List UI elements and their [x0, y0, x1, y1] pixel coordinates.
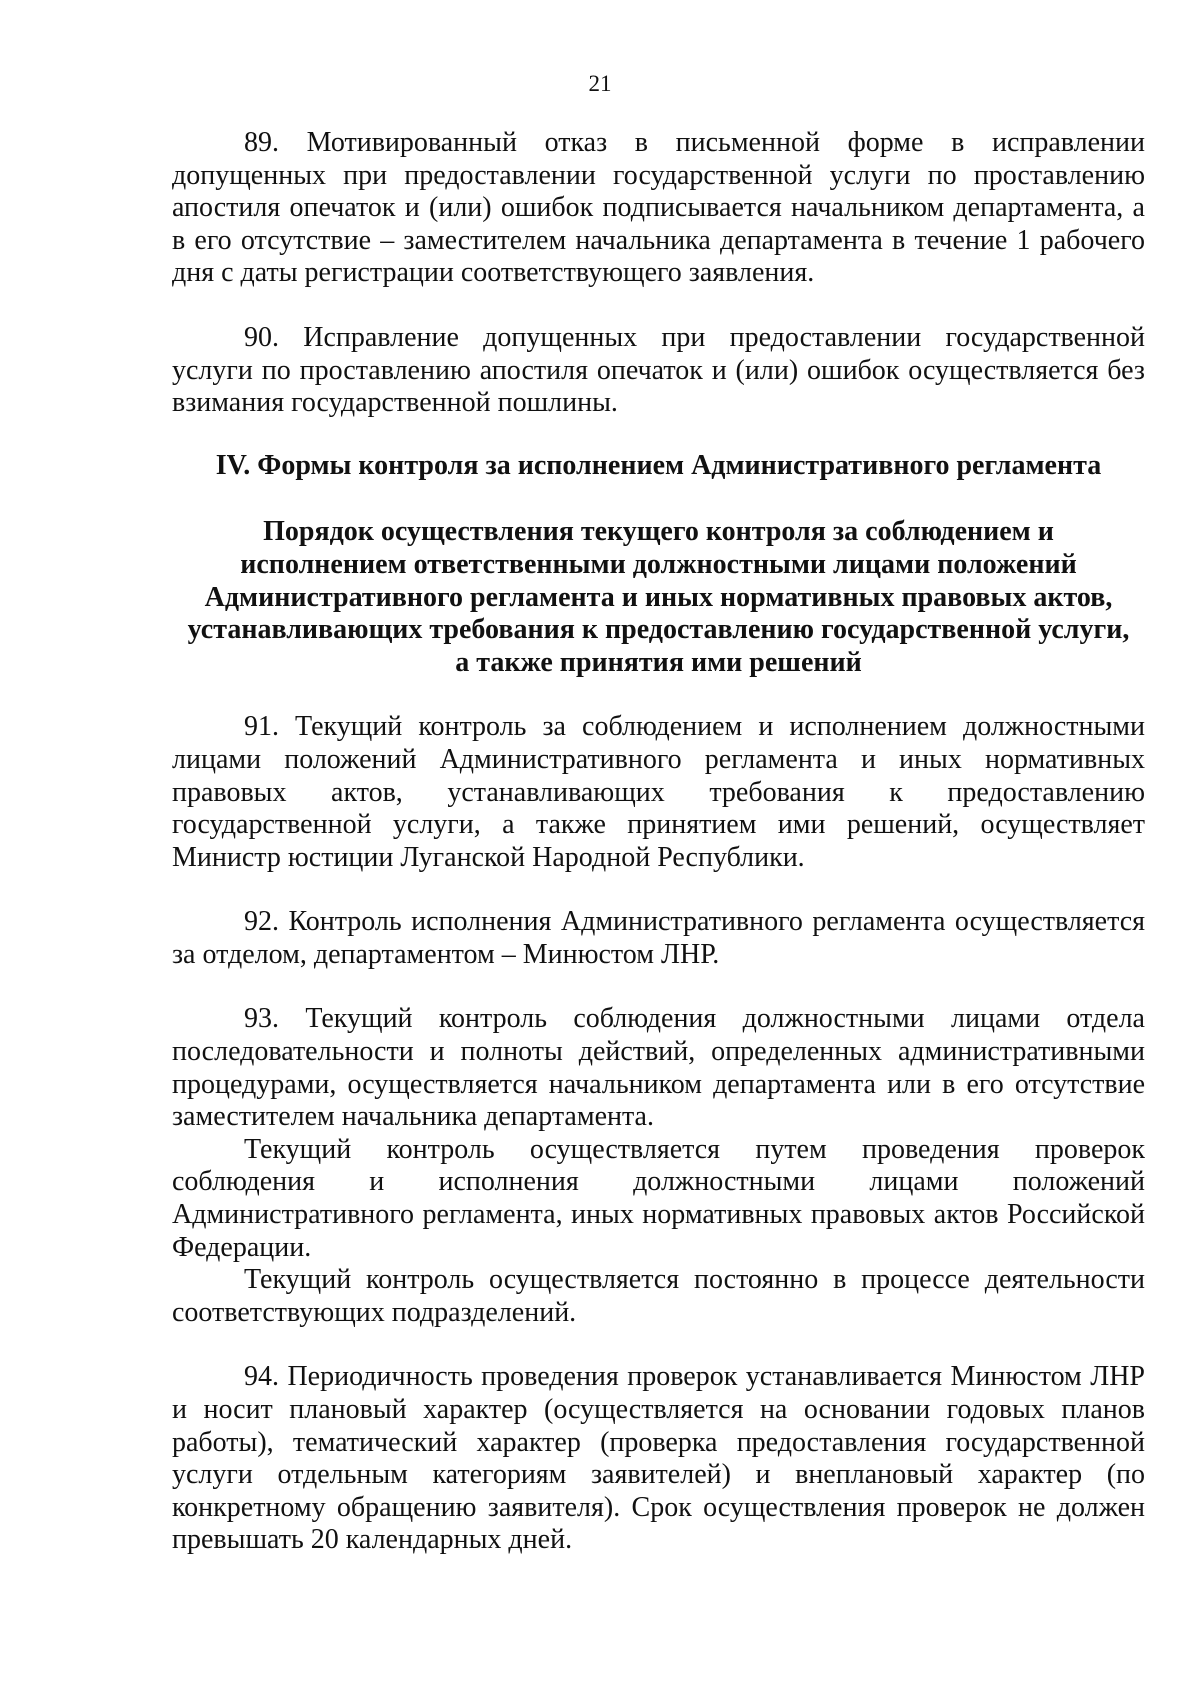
paragraph-93-final: Текущий контроль осуществляется постоянно в процессе деятельности соответствующих подразделений. — [172, 1264, 1145, 1328]
subsection-heading-line: а также принятия ими решений — [455, 646, 862, 678]
subsection-heading-line: Порядок осуществления текущего контроля за соблюдением и — [263, 516, 1054, 548]
subsection-heading — [172, 516, 1145, 679]
section-heading: IV. Формы контроля за исполнением Административного регламента — [215, 449, 1102, 481]
paragraph-93-continued: Текущий контроль осуществляется путем проведения проверок соблюдения и исполнения должностными лицами положений Административного регламента, иных нормативных правовых актов Российской Федерации. — [172, 1133, 1145, 1263]
paragraph-90: 90. Исправление допущенных при предоставлении государственной услуги по проставлению апостиля опечаток и (или) ошибок осуществляется без взимания государственной пошлины. — [172, 321, 1145, 419]
page-number: 21 — [588, 71, 612, 96]
paragraph-94: 94. Периодичность проведения проверок устанавливается Минюстом ЛНР и носит плановый характер (осуществляется на основании годовых планов работы), тематический характер (проверка предоставления государственной услуги отдельным категориям заявителей) и внеплановый характер (по конкретному обращению заявителя). Срок осуществления проверок не должен превышать 20 календарных дней. — [172, 1361, 1145, 1556]
paragraph-93: 93. Текущий контроль соблюдения должностными лицами отдела последовательности и полноты действий, определенных административными процедурами, осуществляется начальником департамента или в его отсутствие заместителем начальника департамента. — [172, 1003, 1145, 1133]
paragraph-89: 89. Мотивированный отказ в письменной форме в исправлении допущенных при предоставлении государственной услуги по проставлению апостиля опечаток и (или) ошибок подписывается начальником департамента, а в его отсутствие – заместителем начальника департамента в течение 1 рабочего дня с даты регистрации соответствующего заявления. — [172, 127, 1145, 289]
document-body — [172, 127, 1145, 1557]
subsection-heading-line: исполнением ответственными должностными лицами положений — [240, 548, 1077, 580]
subsection-heading-line: устанавливающих требования к предоставлению государственной услуги, — [187, 614, 1130, 646]
paragraph-92: 92. Контроль исполнения Административного регламента осуществляется за отделом, департаментом – Минюстом ЛНР. — [172, 906, 1145, 970]
subsection-heading-line: Административного регламента и иных нормативных правовых актов, — [204, 581, 1113, 613]
paragraph-91: 91. Текущий контроль за соблюдением и исполнением должностными лицами положений Административного регламента и иных нормативных правовых актов, устанавливающих требования к предоставлению государственной услуги, а также принятием ими решений, осуществляет Министр юстиции Луганской Народной Республики. — [172, 711, 1145, 873]
